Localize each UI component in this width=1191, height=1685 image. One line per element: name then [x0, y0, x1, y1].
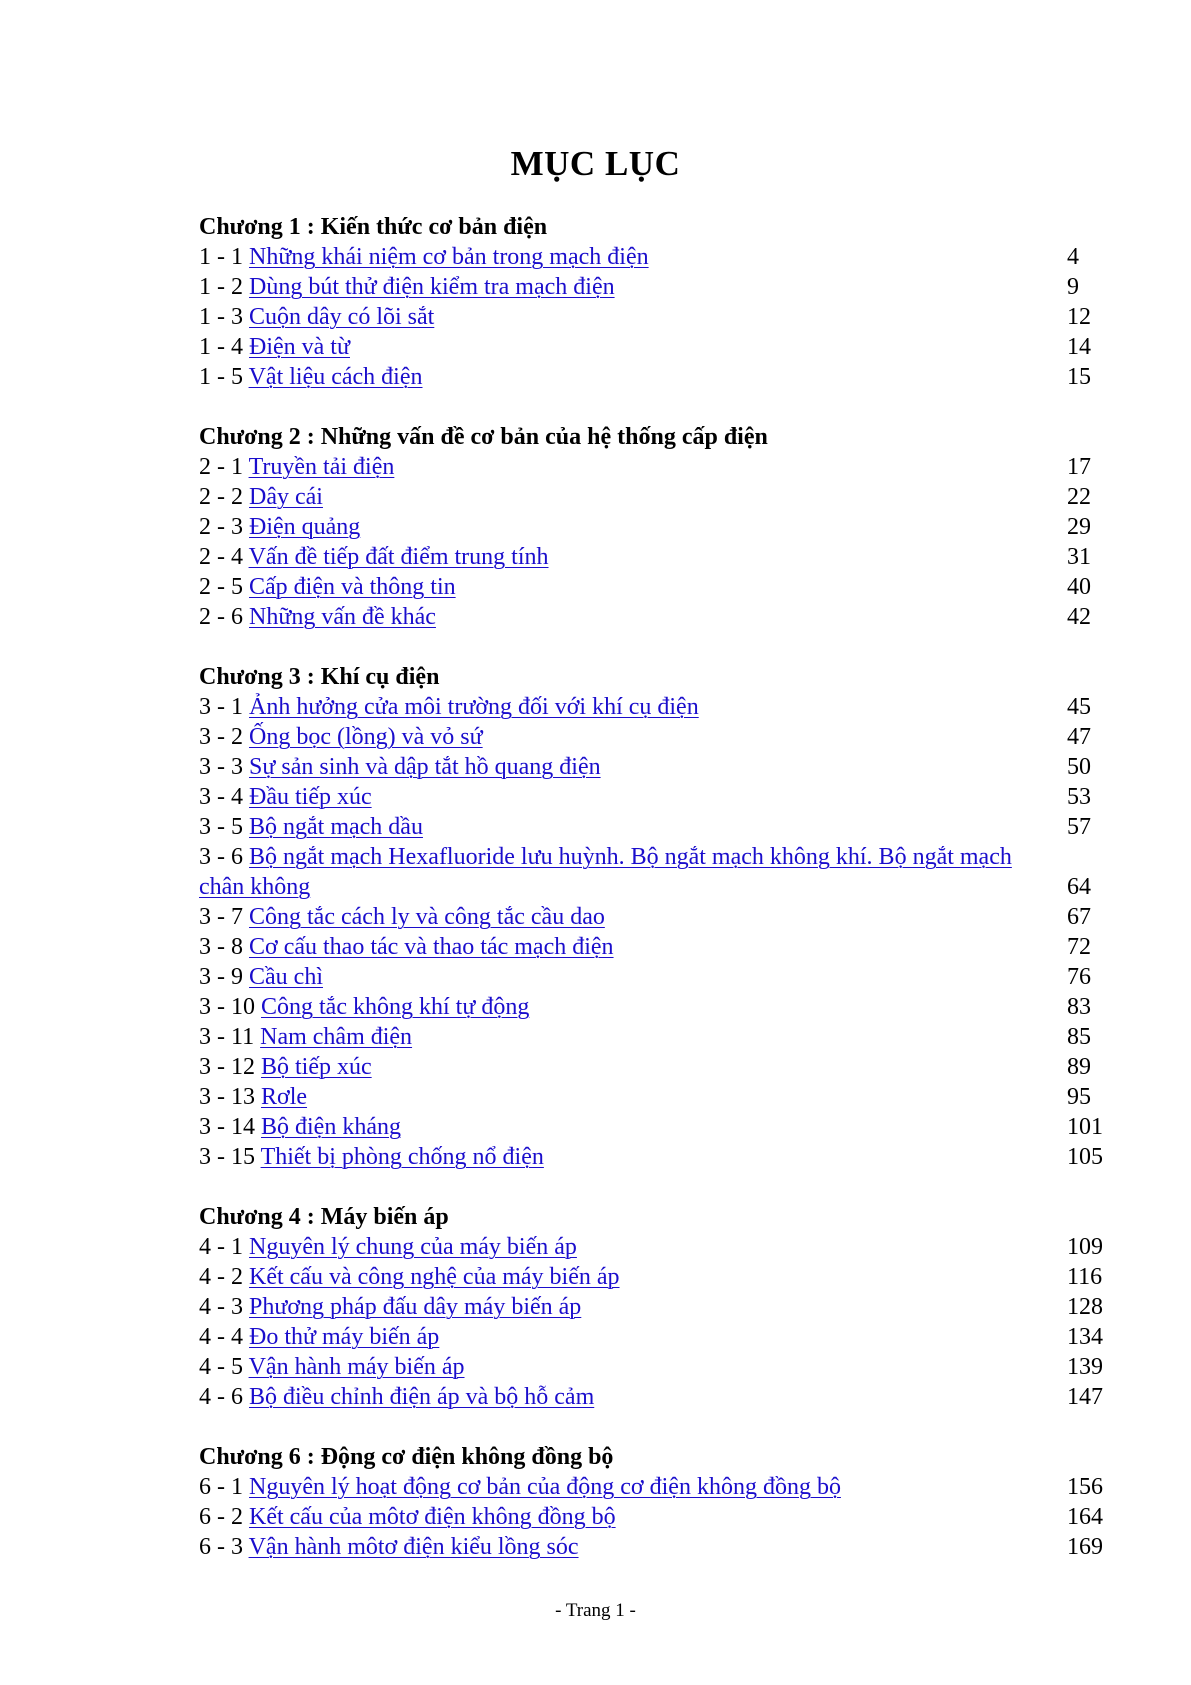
section-link[interactable]: Bộ ngắt mạch dầu — [249, 814, 423, 840]
page-number: 134 — [1067, 1324, 1103, 1350]
toc-entry — [199, 932, 1105, 962]
page-number: 76 — [1067, 964, 1091, 990]
section-number: 4 - 3 — [199, 1294, 243, 1320]
page-number: 164 — [1067, 1504, 1103, 1530]
page-number: 139 — [1067, 1354, 1103, 1380]
section-number: 1 - 3 — [199, 304, 243, 330]
section-number: 3 - 2 — [199, 724, 243, 750]
toc-entry — [199, 512, 1105, 542]
page-number: 67 — [1067, 904, 1091, 930]
page-number: 15 — [1067, 364, 1091, 390]
section-number: 4 - 4 — [199, 1324, 243, 1350]
section-link[interactable]: Nguyên lý chung của máy biến áp — [249, 1234, 577, 1260]
page-number: 22 — [1067, 484, 1091, 510]
section-number: 3 - 11 — [199, 1024, 255, 1050]
toc-entry — [199, 902, 1105, 932]
toc-entry — [199, 482, 1105, 512]
section-link[interactable]: Dây cái — [249, 484, 323, 510]
page-number: 29 — [1067, 514, 1091, 540]
section-number: 4 - 2 — [199, 1264, 243, 1290]
section-link[interactable]: Nguyên lý hoạt động cơ bản của động cơ điện không đồng bộ — [249, 1474, 841, 1500]
section-number: 2 - 2 — [199, 484, 243, 510]
page-number: 116 — [1067, 1264, 1103, 1290]
section-link[interactable]: Đo thử máy biến áp — [249, 1324, 440, 1350]
page-number: 169 — [1067, 1534, 1103, 1560]
section-link[interactable]: Rơle — [261, 1084, 308, 1110]
page-number: 42 — [1067, 604, 1091, 630]
section-link[interactable]: Dùng bút thử điện kiểm tra mạch điện — [249, 274, 615, 300]
section-number: 3 - 12 — [199, 1054, 255, 1080]
page-number: 31 — [1067, 544, 1091, 570]
toc-entry — [199, 242, 1105, 272]
section-number: 3 - 10 — [199, 994, 255, 1020]
section-link[interactable]: Bộ ngắt mạch Hexafluoride lưu huỳnh. Bộ ngắt mạch không khí. Bộ ngắt mạch — [249, 844, 1012, 870]
page-number: 83 — [1067, 994, 1091, 1020]
section-link[interactable]: Phương pháp đấu dây máy biến áp — [249, 1294, 582, 1320]
toc-entry — [199, 1532, 1105, 1562]
toc-entry — [199, 1352, 1105, 1382]
toc-entry — [199, 1382, 1105, 1412]
page-number: 128 — [1067, 1294, 1103, 1320]
toc-entry — [199, 362, 1105, 392]
toc-entry — [199, 1292, 1105, 1322]
section-number: 3 - 15 — [199, 1144, 255, 1170]
section-number: 2 - 3 — [199, 514, 243, 540]
page-footer: - Trang 1 - — [555, 1600, 636, 1621]
section-link[interactable]: Kết cấu của môtơ điện không đồng bộ — [249, 1504, 616, 1530]
page-number: 89 — [1067, 1054, 1091, 1080]
section-number: 2 - 6 — [199, 604, 243, 630]
chapter-spacer — [199, 632, 1105, 662]
section-link[interactable]: Vấn đề tiếp đất điểm trung tính — [248, 544, 549, 570]
toc-entry — [199, 962, 1105, 992]
section-link[interactable]: Bộ điều chỉnh điện áp và bộ hỗ cảm — [249, 1384, 595, 1410]
page-number: 17 — [1067, 454, 1091, 480]
page-number: 53 — [1067, 784, 1091, 810]
section-link[interactable]: Kết cấu và công nghệ của máy biến áp — [249, 1264, 620, 1290]
section-number: 6 - 1 — [199, 1474, 243, 1500]
section-number: 2 - 5 — [199, 574, 243, 600]
section-number: 3 - 13 — [199, 1084, 255, 1110]
page-number: 47 — [1067, 724, 1091, 750]
chapter-spacer — [199, 1412, 1105, 1442]
section-link[interactable]: Ảnh hưởng cửa môi trường đối với khí cụ điện — [249, 694, 699, 720]
section-link[interactable]: Cấp điện và thông tin — [249, 574, 456, 600]
chapter-spacer — [199, 392, 1105, 422]
toc-entry — [199, 692, 1105, 722]
section-number: 3 - 4 — [199, 784, 243, 810]
page-number: 45 — [1067, 694, 1091, 720]
page-number: 147 — [1067, 1384, 1103, 1410]
page-number: 40 — [1067, 574, 1091, 600]
toc-entry — [199, 782, 1105, 812]
page-number: 95 — [1067, 1084, 1091, 1110]
page-number: 156 — [1067, 1474, 1103, 1500]
section-link[interactable]: Truyền tải điện — [248, 454, 395, 480]
section-link[interactable]: Cuộn dây có lõi sắt — [249, 304, 435, 330]
section-number: 2 - 4 — [199, 544, 243, 570]
page-number: 64 — [1067, 874, 1091, 900]
page-title: MỤC LỤC — [510, 144, 681, 183]
section-link[interactable]: Cầu chì — [249, 964, 323, 990]
section-link[interactable]: Những khái niệm cơ bản trong mạch điện — [249, 244, 649, 270]
section-number: 3 - 3 — [199, 754, 243, 780]
chapter-heading: Chương 1 : Kiến thức cơ bản điện — [199, 214, 548, 240]
toc-entry — [199, 1322, 1105, 1352]
chapter-heading: Chương 6 : Động cơ điện không đồng bộ — [199, 1444, 614, 1470]
chapter-heading: Chương 2 : Những vấn đề cơ bản của hệ thống cấp điện — [199, 424, 768, 450]
section-number: 1 - 5 — [199, 364, 243, 390]
section-link[interactable]: Công tắc không khí tự động — [261, 994, 530, 1020]
section-number: 1 - 1 — [199, 244, 243, 270]
toc-entry — [199, 1112, 1105, 1142]
page-number: 105 — [1067, 1144, 1103, 1170]
toc-entry — [199, 572, 1105, 602]
section-link[interactable]: Thiết bị phòng chống nổ điện — [260, 1144, 544, 1170]
section-link[interactable]: Ống bọc (lồng) và vỏ sứ — [249, 724, 483, 750]
toc-entry — [199, 1502, 1105, 1532]
chapter-heading: Chương 3 : Khí cụ điện — [199, 664, 440, 690]
page-number: 4 — [1067, 244, 1079, 270]
section-link[interactable]: Vận hành môtơ điện kiểu lồng sóc — [248, 1534, 579, 1560]
toc-entry — [199, 602, 1105, 632]
section-number: 1 - 2 — [199, 274, 243, 300]
table-of-contents — [199, 212, 1105, 1562]
toc-entry — [199, 842, 1105, 902]
section-number: 2 - 1 — [199, 454, 243, 480]
page-number: 50 — [1067, 754, 1091, 780]
section-link[interactable]: Công tắc cách ly và công tắc cầu dao — [249, 904, 605, 930]
page-number: 9 — [1067, 274, 1079, 300]
section-number: 3 - 7 — [199, 904, 243, 930]
toc-entry — [199, 1262, 1105, 1292]
toc-entry — [199, 752, 1105, 782]
toc-entry — [199, 1082, 1105, 1112]
section-link-continued[interactable]: chân không — [199, 874, 311, 900]
toc-entry — [199, 332, 1105, 362]
section-link[interactable]: Bộ tiếp xúc — [261, 1054, 372, 1080]
toc-entry — [199, 992, 1105, 1022]
toc-entry — [199, 1052, 1105, 1082]
chapter-heading: Chương 4 : Máy biến áp — [199, 1204, 449, 1230]
section-link[interactable]: Những vấn đề khác — [249, 604, 436, 630]
toc-entry — [199, 302, 1105, 332]
section-link[interactable]: Vật liệu cách điện — [248, 364, 423, 390]
toc-entry — [199, 542, 1105, 572]
toc-entry — [199, 722, 1105, 752]
section-link[interactable]: Cơ cấu thao tác và thao tác mạch điện — [249, 934, 614, 960]
toc-entry — [199, 1142, 1105, 1172]
toc-entry — [199, 1232, 1105, 1262]
toc-entry — [199, 1472, 1105, 1502]
page-number: 14 — [1067, 334, 1091, 360]
page-number: 12 — [1067, 304, 1091, 330]
page-number: 109 — [1067, 1234, 1103, 1260]
section-number: 3 - 1 — [199, 694, 243, 720]
section-number: 3 - 14 — [199, 1114, 255, 1140]
section-number: 6 - 2 — [199, 1504, 243, 1530]
section-number: 1 - 4 — [199, 334, 243, 360]
section-number: 3 - 8 — [199, 934, 243, 960]
section-number: 6 - 3 — [199, 1534, 243, 1560]
chapter-spacer — [199, 1172, 1105, 1202]
toc-entry — [199, 1022, 1105, 1052]
toc-entry — [199, 812, 1105, 842]
section-link[interactable]: Điện và từ — [249, 334, 350, 360]
page-number: 101 — [1067, 1114, 1103, 1140]
page-number: 85 — [1067, 1024, 1091, 1050]
section-number: 4 - 1 — [199, 1234, 243, 1260]
section-number: 3 - 9 — [199, 964, 243, 990]
section-link[interactable]: Đầu tiếp xúc — [249, 784, 372, 810]
page-number: 72 — [1067, 934, 1091, 960]
section-link[interactable]: Nam châm điện — [260, 1024, 413, 1050]
toc-entry — [199, 272, 1105, 302]
section-number: 4 - 5 — [199, 1354, 243, 1380]
section-link[interactable]: Vận hành máy biến áp — [248, 1354, 465, 1380]
section-number: 4 - 6 — [199, 1384, 243, 1410]
toc-entry — [199, 452, 1105, 482]
section-link[interactable]: Sự sản sinh và dập tắt hồ quang điện — [249, 754, 601, 780]
section-link[interactable]: Điện quảng — [249, 514, 361, 540]
section-number: 3 - 5 — [199, 814, 243, 840]
page-number: 57 — [1067, 814, 1091, 840]
section-link[interactable]: Bộ điện kháng — [261, 1114, 401, 1140]
section-number: 3 - 6 — [199, 844, 243, 870]
